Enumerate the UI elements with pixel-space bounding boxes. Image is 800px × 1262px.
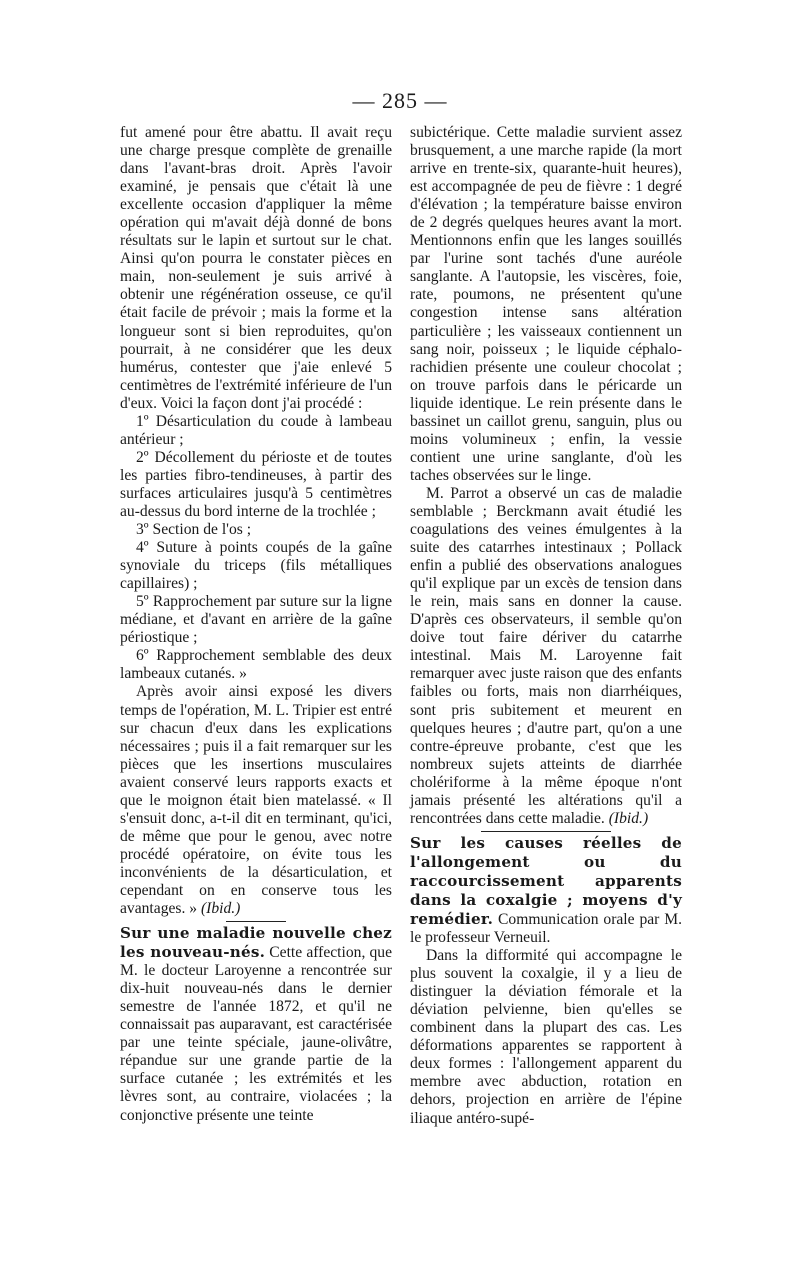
page-number: — 285 — (352, 88, 448, 113)
citation: (Ibid.) (608, 809, 649, 827)
paragraph-text: M. Parrot a observé un cas de maladie semblable ; Berckmann avait étudié les coagulations des veines émulgentes à la suite des catarrhes intestinaux ; Pollack enfin a publié des observations analogues qu'il explique par un excès de tension dans le rein, mais sans en donner la cause. D'après ces observateurs, il semble qu'on doive tout faire dériver du catarrhe intestinal. Mais M. Laroyenne fait remarquer avec juste raison que des enfants faibles ou forts, mais non diarrhéiques, sont pris subitement et meurent en quelques heures ; d'autre part, qu'on a une contre-épreuve probante, c'est que les nombreux sujets atteints de diarrhée cholériforme à la même époque n'ont jamais présenté les altérations qu'il a rencontrées dans cette maladie. (410, 484, 682, 827)
list-item: 2º Décollement du périoste et de toutes les parties fibro-tendineuses, à partir des surfaces articulaires jusqu'à 5 centimètres au-dessus du bord interne de la trochlée ; (120, 448, 392, 520)
citation: (Ibid.) (200, 900, 241, 918)
right-column (410, 124, 682, 1128)
section-divider (226, 921, 286, 922)
left-column (120, 124, 392, 1125)
list-item: 4º Suture à points coupés de la gaîne synoviale du triceps (fils métalliques capillaires) ; (120, 539, 392, 593)
section-divider (481, 831, 611, 832)
list-item: 6º Rapprochement semblable des deux lambeaux cutanés. » (120, 647, 392, 683)
paragraph (410, 485, 682, 828)
list-item: 3º Section de l'os ; (136, 521, 252, 539)
section-heading: Sur une maladie nouvelle chez les nouveau-nés. (120, 924, 392, 962)
list-item: 1º Désarticulation du coude à lambeau antérieur ; (120, 412, 392, 448)
paragraph: fut amené pour être abattu. Il avait reçu une charge presque complète de grenaille dans l'avant-bras droit. Après l'avoir examiné, je pensais que c'était là une excellente occasion d'appliquer la même opération qui m'avait déjà donné de bons résultats sur le lapin et surtout sur le chat. Ainsi qu'on pourra le constater pièces en main, non-seulement je suis arrivé à obtenir une régénération osseuse, ce qu'il était facile de prévoir ; mais la forme et la longueur sont si bien reproduites, qu'on pourrait, à ne considérer que les deux humérus, contester que j'aie enlevé 5 centimètres de l'extrémité inférieure de l'un d'eux. Voici la façon dont j'ai procédé : (120, 124, 392, 412)
section-paragraph (120, 924, 392, 1125)
paragraph-text: Communication orale par M. le professeur Verneuil. (410, 911, 682, 947)
section-heading: Sur les causes réelles de l'allongement ou du raccourcissement apparents dans la coxalgie ; moyens d'y remédier. (410, 833, 682, 929)
section-paragraph (410, 834, 682, 947)
paragraph (120, 683, 392, 918)
paragraph: Dans la difformité qui accompagne le plus souvent la coxalgie, il y a lieu de distinguer la déviation fémorale et la déviation pelvienne, bien qu'elles se combinent dans la plupart des cas. Les déformations apparentes se rapportent à deux formes : l'allongement apparent du membre avec abduction, rotation en dehors, projection en arrière de l'épine iliaque antéro-supé- (410, 947, 682, 1127)
list-item: 5º Rapprochement par suture sur la ligne médiane, et d'avant en arrière de la gaîne périostique ; (120, 593, 392, 647)
paragraph-text: Après avoir ainsi exposé les divers temps de l'opération, M. L. Tripier est entré sur chacun d'eux dans les explications nécessaires ; puis il a fait remarquer sur les pièces que les insertions musculaires avaient conservé leurs rapports exacts et que le moignon était bien matelassé. « Il s'ensuit donc, a-t-il dit en terminant, qu'ici, de même que pour le genou, avec notre procédé opératoire, on évite tous les inconvénients de la désarticulation, et cependant on en conserve tous les avantages. » (120, 683, 392, 918)
paragraph: subictérique. Cette maladie survient assez brusquement, a une marche rapide (la mort arrive en trente-six, quarante-huit heures), est accompagnée de peu de fièvre : 1 degré d'élévation ; la température baisse environ de 2 degrés quelques heures avant la mort. Mentionnons enfin que les langes souillés par l'urine sont tachés d'une auréole sanglante. A l'autopsie, les viscères, foie, rate, poumons, ne présentent qu'une congestion intense sans altération particulière ; les vaisseaux contiennent un sang noir, poisseux ; le liquide céphalo-rachidien présente une couleur chocolat ; on trouve parfois dans le péricarde un liquide identique. Le rein présente dans le bassinet un caillot grenu, sanguin, plus ou moins volumineux ; enfin, la vessie contient une urine sanglante, d'où les taches observées sur le linge. (410, 124, 682, 484)
paragraph-text: Cette affection, que M. le docteur Laroyenne a rencontrée sur dix-huit nouveau-nés dans le dernier semestre de l'année 1872, et qu'il ne connaissait pas auparavant, est caractérisée par une teinte spéciale, jaune-olivâtre, répandue sur une grande partie de la surface cutanée ; les extrémités et les lèvres sont, au contraire, violacées ; la conjonctive présente une teinte (120, 944, 392, 1124)
